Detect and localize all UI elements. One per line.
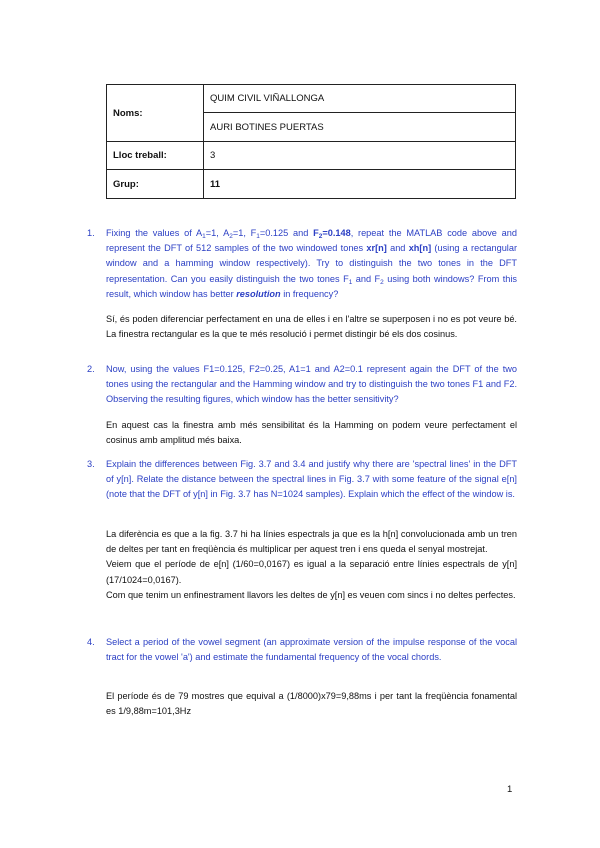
question-number: 4. — [87, 637, 95, 647]
answer-3: La diferència es que a la fig. 3.7 hi ha línies espectrals ja que es la h[n] convolucionada amb un tren de deltes per tant en freqüència és multiplicar per aquest tren i ens queda el senyal mostrejat. Veiem que el període de e[n] (1/60=0,0167) es igual a la separació entre línies espectrals de y[n] (17/1024=0,0167). Com que tenim un enfinestrament llavors les deltes de y[n] es veuen com sincs i no deltes perfectes. — [106, 529, 517, 600]
page-number: 1 — [507, 784, 513, 795]
lloc-value: 3 — [204, 142, 516, 170]
answer-1: Sí, és poden diferenciar perfectament en una de elles i en l'altre se superposen i no es pot veure bé. La finestra rectangular es la que te més resolució i permet distingir bé els dos cosinus. — [106, 314, 517, 340]
answer-2: En aquest cas la finestra amb més sensibilitat és la Hamming on podem veure perfectament el cosinus amb amplitud més baixa. — [106, 420, 517, 446]
question-3 — [87, 457, 517, 503]
question-text: Select a period of the vowel segment (an approximate version of the impulse response of the vocal tract for the vowel 'a') and estimate the fundamental frequency of the vocal chords. — [106, 637, 517, 663]
info-table — [106, 84, 516, 199]
grup-label: Grup: — [107, 170, 204, 199]
question-text: Explain the differences between Fig. 3.7 and 3.4 and justify why there are 'spectral lines' in the DFT of y[n]. Relate the distance between the spectral lines in Fig. 3.7 with some feature of the signal e[n] (note that the DFT of y[n] in Fig. 3.7 has N=1024 samples). Explain which the effect of the window is. — [106, 459, 517, 500]
question-number: 1. — [87, 228, 95, 238]
question-number: 3. — [87, 459, 95, 469]
grup-value: 11 — [204, 170, 516, 199]
question-text: Now, using the values F1=0.125, F2=0.25, A1=1 and A2=0.1 represent again the DFT of the two tones using the rectangular and the Hamming window and try to distinguish the two tones F1 and F2. Observing the resulting figures, which window has the better sensitivity? — [106, 364, 517, 405]
lloc-label: Lloc treball: — [107, 142, 204, 170]
question-1 — [87, 226, 517, 302]
question-text: Fixing the values of $A_1=1$, $A_2=1$, $F_1=0.125$ and $F_2=0.148$, repeat the MATLAB code above and represent the DFT of 512 samples of the two windowed tones xr[n] and xh[n] (using a rectangular window and a hamming window respectively). Try to distinguish the two tones in the DFT representation. Can you easily distinguish the two tones $F_1$ and $F_2$ using both windows? From this result, which window has better resolution in frequency? — [106, 228, 518, 299]
question-number: 2. — [87, 364, 95, 374]
answer-4: El període és de 79 mostres que equival a (1/8000)x79=9,88ms i per tant la freqüència fonamental es 1/9,88m=101,3Hz — [106, 691, 517, 717]
name-1: QUIM CIVIL VIÑALLONGA — [204, 85, 516, 113]
name-2: AURI BOTINES PUERTAS — [204, 113, 516, 142]
noms-label: Noms: — [107, 85, 204, 142]
question-4 — [87, 635, 517, 665]
question-2 — [87, 362, 517, 408]
